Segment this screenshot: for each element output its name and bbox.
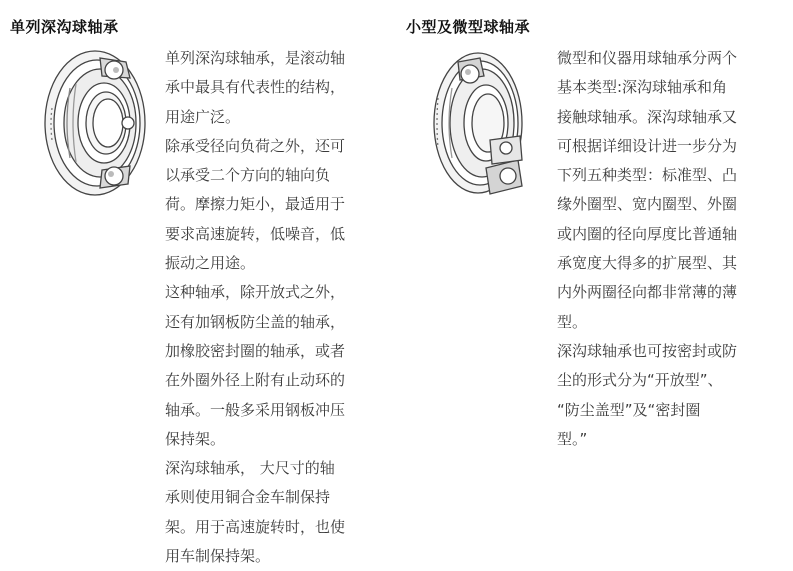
text-line: 振动之用途。 <box>165 254 256 273</box>
text-line: 接触球轴承。深沟球轴承又 <box>557 107 738 126</box>
text-line: 型。” <box>557 429 588 448</box>
text-line: 可根据详细设计进一步分为 <box>557 136 738 155</box>
right-description <box>557 44 789 454</box>
text-line: 承则使用铜合金车制保持 <box>165 488 331 507</box>
text-line: 基本类型:深沟球轴承和角 <box>557 78 728 97</box>
text-line: 用车制保持架。 <box>165 547 271 566</box>
deep-groove-ball-bearing-illustration <box>40 48 150 198</box>
left-description <box>165 44 390 571</box>
text-line: 型。 <box>557 312 588 331</box>
text-line: 单列深沟球轴承，是滚动轴 <box>165 49 346 67</box>
text-line: 除承受径向负荷之外，还可 <box>165 136 346 155</box>
right-column-title: 小型及微型球轴承 <box>406 18 531 36</box>
text-line: 以承受二个方向的轴向负 <box>165 166 331 185</box>
text-line: 这种轴承，除开放式之外， <box>165 283 346 302</box>
text-line: 用途广泛。 <box>165 107 241 126</box>
text-line: 保持架。 <box>165 429 226 448</box>
text-line: 下列五种类型：标准型、凸 <box>557 166 738 185</box>
text-line: 内外两圈径向都非常薄的薄 <box>557 283 738 302</box>
miniature-ball-bearing-illustration <box>428 48 540 198</box>
text-line: 架。用于高速旋转时，也使 <box>165 517 346 536</box>
text-line: 轴承。一般多采用钢板冲压 <box>165 400 346 419</box>
text-line: 微型和仪器用球轴承分两个 <box>557 49 738 67</box>
text-line: 深沟球轴承也可按密封或防 <box>557 341 738 360</box>
left-column-title: 单列深沟球轴承 <box>10 18 119 36</box>
text-line: 要求高速旋转，低噪音，低 <box>165 224 346 243</box>
text-line: “防尘盖型”及“密封圈 <box>557 400 701 419</box>
text-line: 缘外圈型、宽内圈型、外圈 <box>557 195 738 214</box>
text-line: 荷。摩擦力矩小，最适用于 <box>165 195 346 214</box>
text-line: 深沟球轴承， 大尺寸的轴 <box>165 459 335 478</box>
text-line: 或内圈的径向厚度比普通轴 <box>557 224 738 243</box>
text-line: 承宽度大得多的扩展型、其 <box>557 254 738 273</box>
text-line: 还有加钢板防尘盖的轴承， <box>165 312 346 331</box>
text-line: 尘的形式分为“开放型”、 <box>557 371 723 390</box>
text-line: 承中最具有代表性的结构， <box>165 78 346 97</box>
text-line: 在外圈外径上附有止动环的 <box>165 371 346 390</box>
text-line: 加橡胶密封圈的轴承，或者 <box>165 341 346 360</box>
